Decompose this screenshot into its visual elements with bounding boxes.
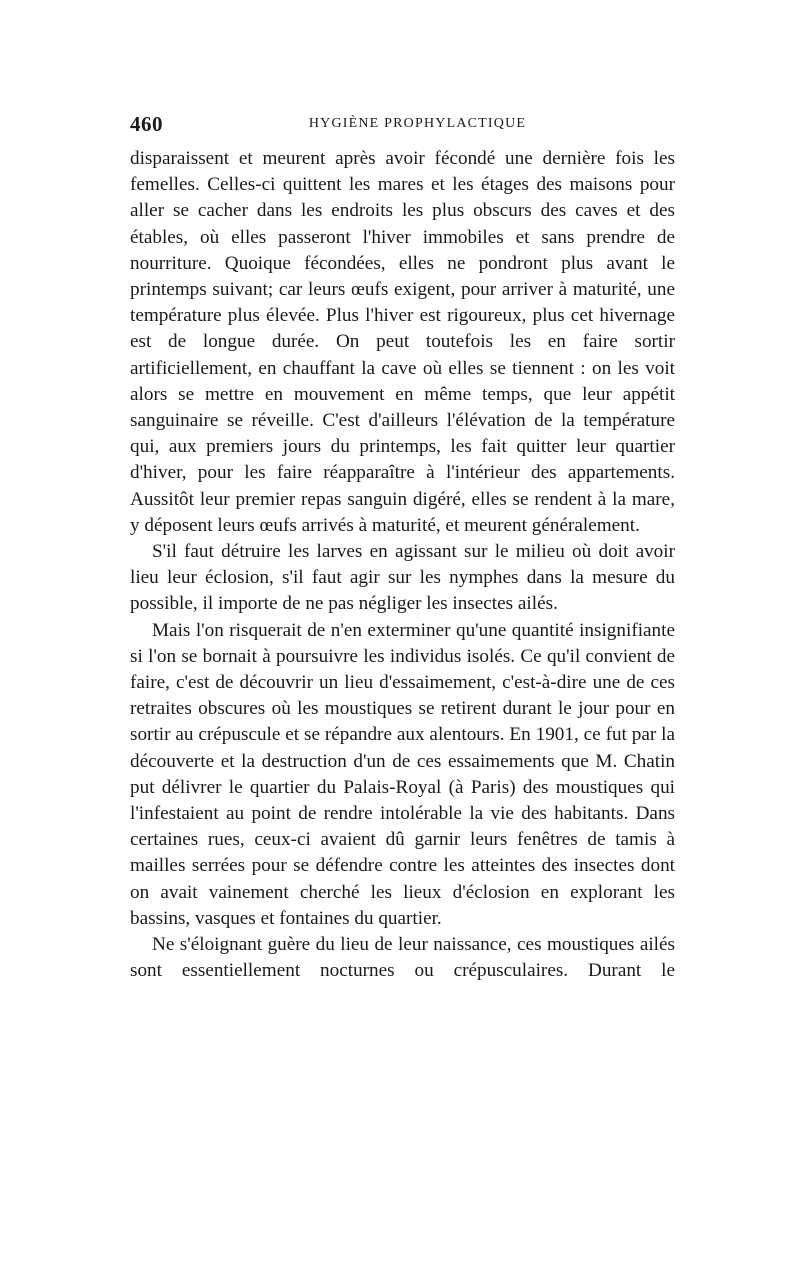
paragraph-continued: disparaissent et meurent après avoir fécondé une dernière fois les femelles. Celles-ci quittent les mares et les étages des maisons pour aller se cacher dans les endroits les plus obscurs des caves et des étables, où elles passeront l'hiver immobiles et sans prendre de nourriture. Quoique fécondées, elles ne pondront plus avant le printemps suivant; car leurs œufs exigent, pour arriver à maturité, une température plus élevée. Plus l'hiver est rigoureux, plus cet hivernage est de longue durée. On peut toutefois les en faire sortir artificiellement, en chauffant la cave où elles se tiennent : on les voit alors se mettre en mouvement en même temps, que leur appétit sanguinaire se réveille. C'est d'ailleurs l'élévation de la température qui, aux premiers jours du printemps, les fait quitter leur quartier d'hiver, pour les faire réapparaître à l'intérieur des appartements. Aussitôt leur premier repas sanguin digéré, elles se rendent à la mare, y déposent leurs œufs arrivés à maturité, et meurent généralement. — [130, 148, 675, 536]
running-title: HYGIÈNE PROPHYLACTIQUE — [308, 116, 527, 131]
running-header — [130, 112, 675, 146]
paragraph-continues: Ne s'éloignant guère du lieu de leur naissance, ces moustiques ailés sont essentiellement nocturnes ou crépusculaires. Durant le — [130, 934, 675, 982]
book-page — [130, 112, 675, 985]
page-number: 460 — [130, 112, 163, 136]
paragraph: S'il faut détruire les larves en agissant sur le milieu où doit avoir lieu leur éclosion, s'il faut agir sur les nymphes dans la mesure du possible, il importe de ne pas négliger les insectes ailés. — [130, 541, 675, 615]
body-text — [130, 146, 675, 985]
paragraph: Mais l'on risquerait de n'en exterminer qu'une quantité insignifiante si l'on se bornait à poursuivre les individus isolés. Ce qu'il convient de faire, c'est de découvrir un lieu d'essaimement, c'est-à-dire une de ces retraites obscures où les moustiques se retirent durant le jour pour en sortir au crépuscule et se répandre aux alentours. En 1901, ce fut par la découverte et la destruction d'un de ces essaimements que M. Chatin put délivrer le quartier du Palais-Royal (à Paris) des moustiques qui l'infestaient au point de rendre intolérable la vie des habitants. Dans certaines rues, ceux-ci avaient dû garnir leurs fenêtres de tamis à mailles serrées pour se défendre contre les atteintes des insectes dont on avait vainement cherché les lieux d'éclosion en explorant les bassins, vasques et fontaines du quartier. — [130, 619, 675, 929]
